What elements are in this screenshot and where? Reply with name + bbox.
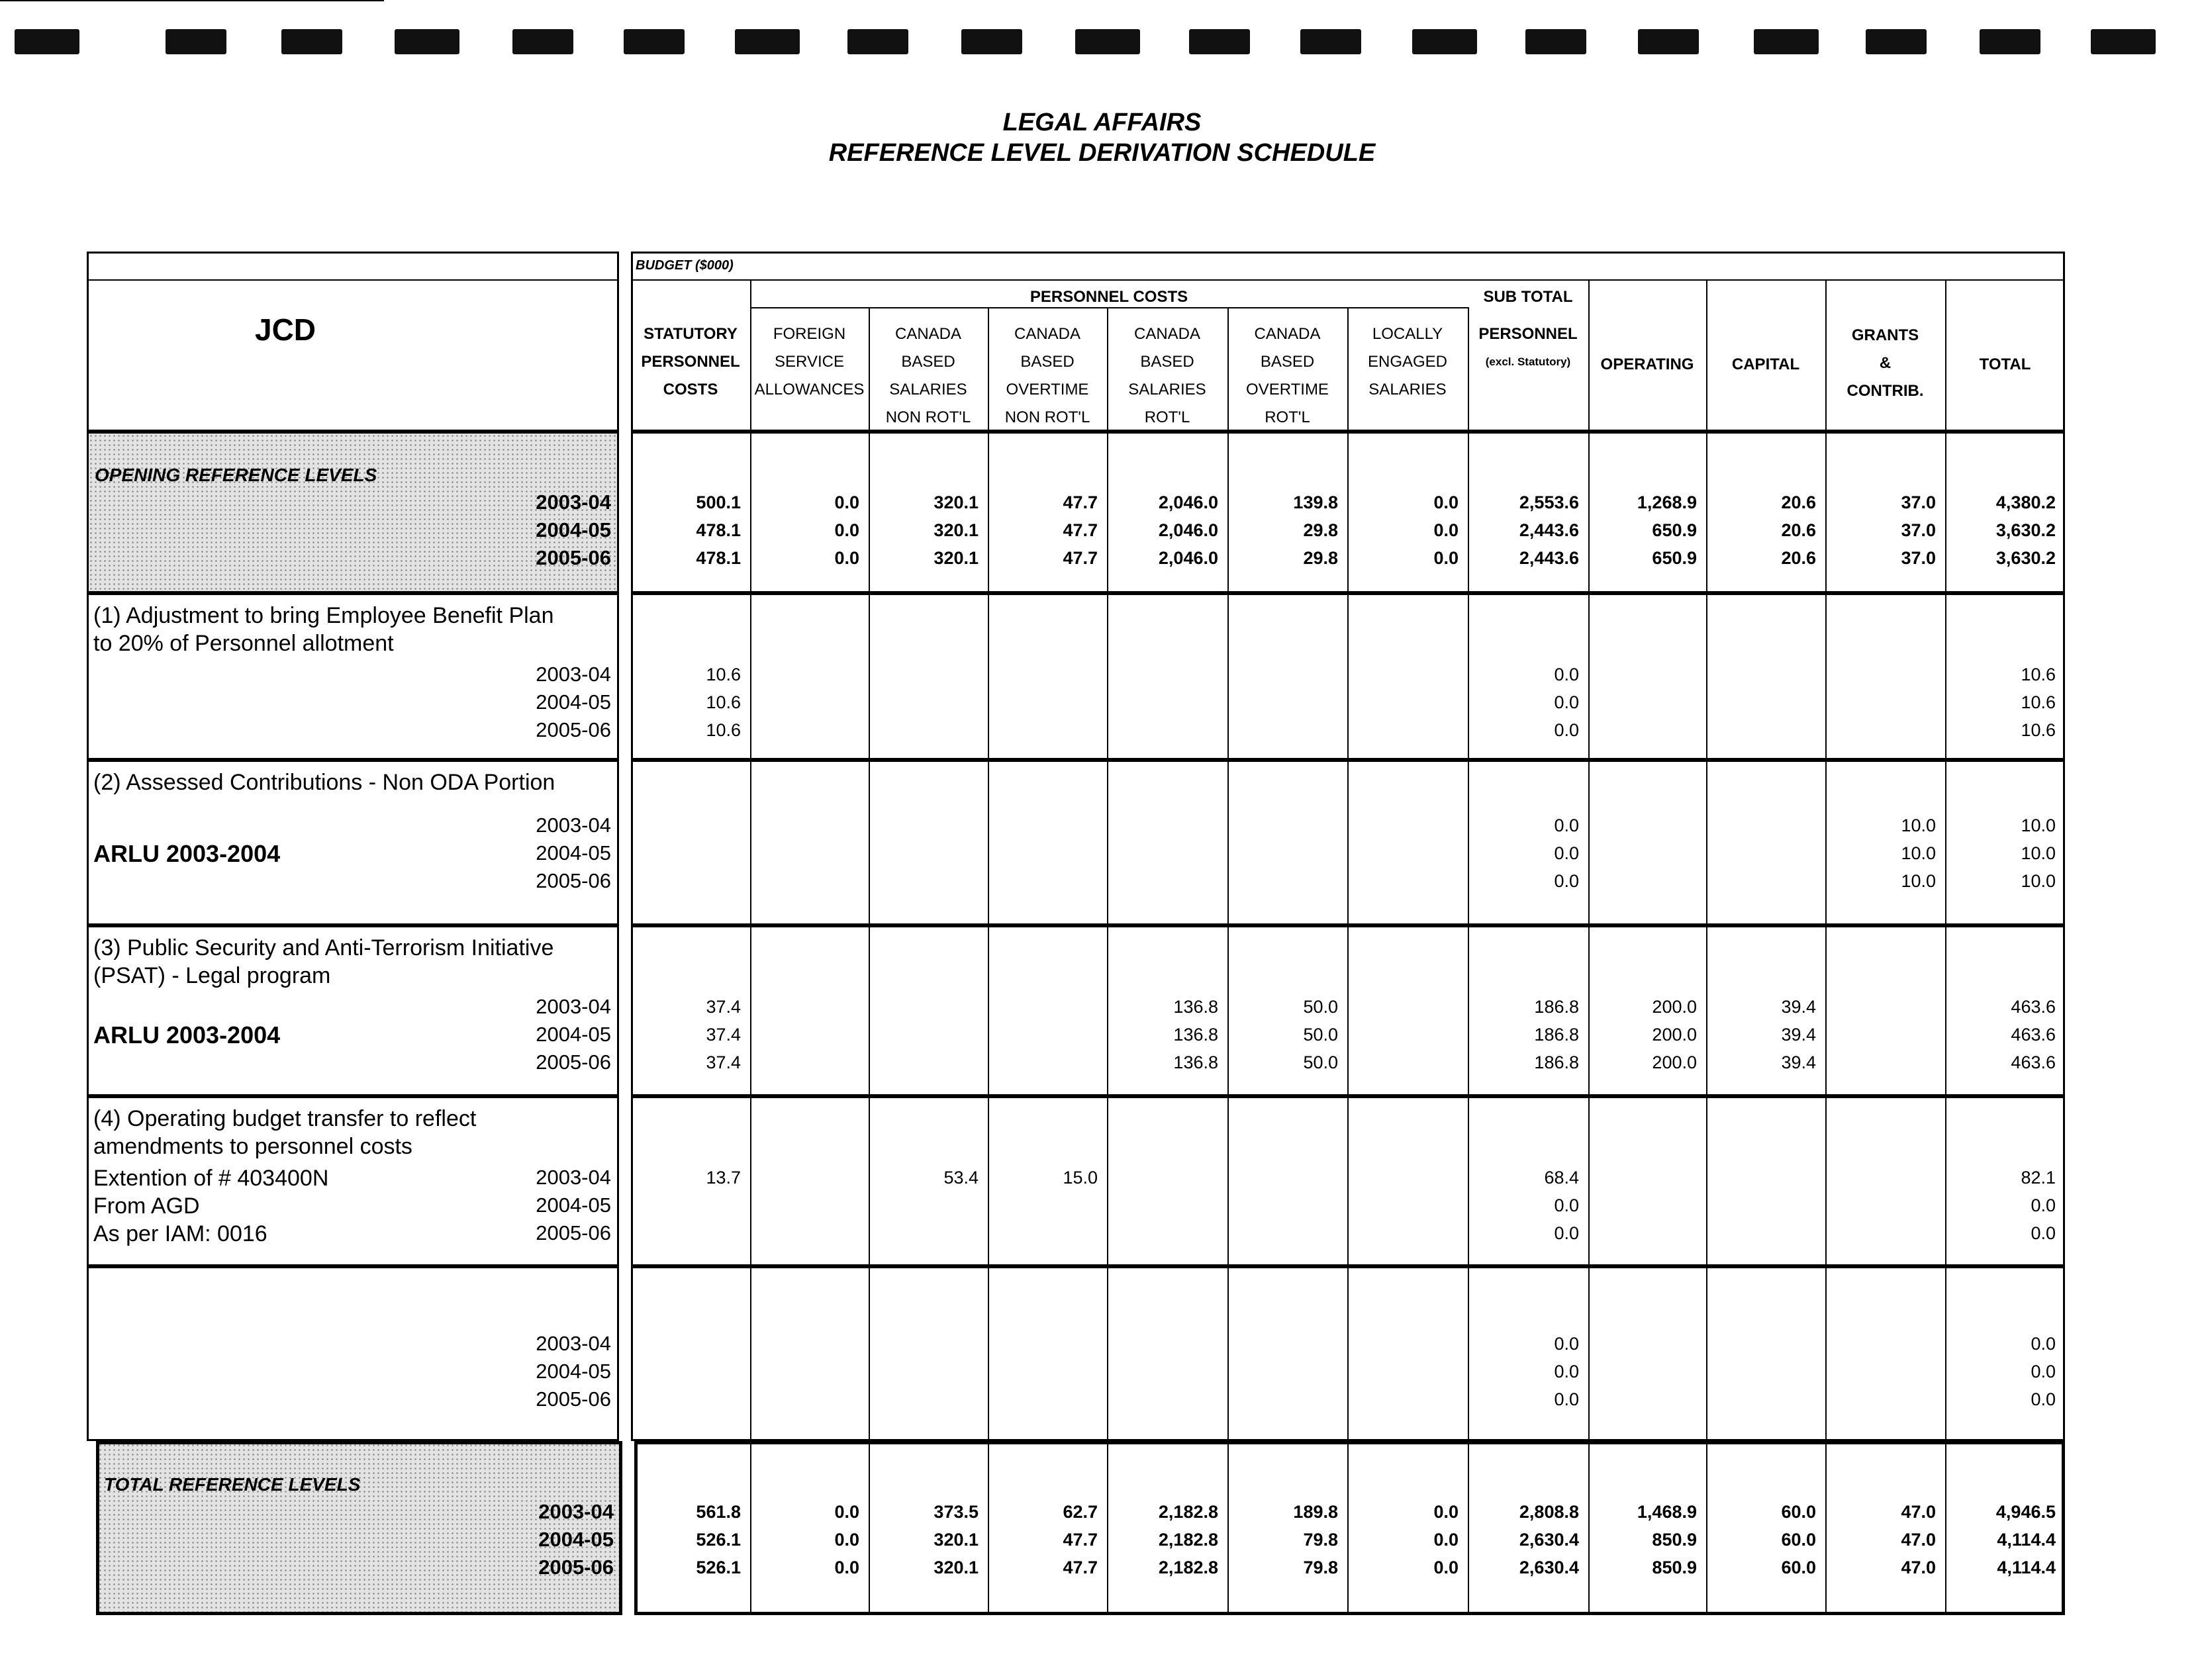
value-cell: 0.0	[1433, 520, 1459, 540]
value-cell: 10.0	[1901, 871, 1936, 891]
value-cell: 200.0	[1652, 1025, 1697, 1045]
perforation-hole	[1412, 29, 1477, 54]
value-cell: 10.0	[2021, 843, 2056, 863]
value-cell: 60.0	[1781, 1502, 1816, 1522]
fiscal-year-label: 2005-06	[536, 1221, 611, 1244]
col-divider	[1588, 593, 1590, 760]
value-cell: 650.9	[1652, 548, 1697, 568]
value-cell: 189.8	[1293, 1502, 1338, 1522]
value-cell: 2,553.6	[1519, 492, 1579, 512]
value-cell: 0.0	[1433, 1502, 1459, 1522]
column-header-line: CANADA	[1133, 325, 1201, 343]
value-cell: 39.4	[1781, 1052, 1816, 1072]
column-header-line: CANADA	[1254, 325, 1321, 343]
value-cell: 463.6	[2011, 1052, 2056, 1072]
section-description: (1) Adjustment to bring Employee Benefit Plan	[93, 603, 554, 628]
fiscal-year-label: 2003-04	[538, 1500, 614, 1523]
column-header-line: OVERTIME	[1246, 381, 1329, 398]
value-cell: 463.6	[2011, 997, 2056, 1017]
section-label: TOTAL REFERENCE LEVELS	[104, 1474, 361, 1495]
value-cell: 0.0	[2031, 1334, 2056, 1354]
value-cell: 0.0	[834, 1502, 859, 1522]
value-cell: 47.7	[1063, 492, 1098, 512]
col-divider	[1107, 593, 1108, 760]
value-cell: 3,630.2	[1995, 520, 2056, 540]
col-divider	[1227, 1266, 1229, 1441]
column-header-line: GRANTS	[1851, 326, 1919, 344]
value-cell: 0.0	[834, 1558, 859, 1577]
value-cell: 47.7	[1063, 1530, 1098, 1550]
value-cell: 186.8	[1534, 1025, 1579, 1045]
column-header-line: SERVICE	[775, 353, 844, 371]
value-cell: 29.8	[1303, 548, 1338, 568]
value-cell: 20.6	[1781, 492, 1816, 512]
value-cell: 2,046.0	[1158, 520, 1218, 540]
col-divider	[1588, 760, 1590, 925]
column-header-line: (excl. Statutory)	[1485, 355, 1571, 368]
value-cell: 463.6	[2011, 1025, 2056, 1045]
top-rule	[0, 0, 384, 1]
col-divider	[1347, 1096, 1349, 1266]
value-cell: 10.0	[2021, 816, 2056, 835]
value-cell: 10.0	[1901, 843, 1936, 863]
perforation-hole	[1980, 29, 2040, 54]
column-header-line: SALARIES	[1128, 381, 1206, 398]
value-cell: 4,114.4	[1997, 1558, 2056, 1577]
column-header-line: ROT'L	[1144, 408, 1190, 426]
value-cell: 37.4	[706, 1025, 741, 1045]
column-header-line: LOCALLY	[1372, 325, 1443, 343]
value-cell: 47.0	[1901, 1502, 1936, 1522]
value-cell: 47.7	[1063, 548, 1098, 568]
value-cell: 20.6	[1781, 548, 1816, 568]
value-cell: 79.8	[1303, 1530, 1338, 1550]
value-cell: 68.4	[1544, 1168, 1579, 1188]
column-header-line: SALARIES	[889, 381, 967, 398]
column-header-line: ROT'L	[1265, 408, 1310, 426]
col-divider	[750, 925, 751, 1096]
col-divider	[1825, 925, 1827, 1096]
col-divider	[869, 1266, 870, 1441]
value-cell: 2,182.8	[1158, 1558, 1218, 1577]
value-cell: 47.0	[1901, 1530, 1936, 1550]
col-divider	[750, 1096, 751, 1266]
value-cell: 850.9	[1652, 1558, 1697, 1577]
value-cell: 37.0	[1901, 520, 1936, 540]
fiscal-year-label: 2004-05	[536, 1023, 611, 1046]
perforation-hole	[1638, 29, 1699, 54]
value-cell: 4,946.5	[1995, 1502, 2056, 1522]
value-cell: 0.0	[2031, 1223, 2056, 1243]
value-cell: 4,380.2	[1995, 492, 2056, 512]
value-cell: 10.6	[706, 665, 741, 684]
value-cell: 2,443.6	[1519, 548, 1579, 568]
fiscal-year-label: 2003-04	[536, 1332, 611, 1355]
perforation-hole	[847, 29, 908, 54]
section-description: (3) Public Security and Anti-Terrorism Initiative	[93, 935, 554, 960]
col-divider	[1825, 1096, 1827, 1266]
value-cell: 29.8	[1303, 520, 1338, 540]
org-code: JCD	[254, 312, 316, 347]
col-divider	[1347, 593, 1349, 760]
column-header-line: OVERTIME	[1006, 381, 1089, 398]
value-cell: 136.8	[1173, 997, 1218, 1017]
value-cell: 10.6	[2021, 720, 2056, 740]
section-description: (4) Operating budget transfer to reflect	[93, 1106, 477, 1131]
value-cell: 200.0	[1652, 997, 1697, 1017]
perforation-hole	[1075, 29, 1140, 54]
col-divider	[1107, 760, 1108, 925]
fiscal-year-label: 2005-06	[536, 869, 611, 892]
value-cell: 0.0	[1554, 1195, 1579, 1215]
col-divider	[1227, 760, 1229, 925]
value-cell: 0.0	[1433, 548, 1459, 568]
value-cell: 39.4	[1781, 1025, 1816, 1045]
value-cell: 47.0	[1901, 1558, 1936, 1577]
value-cell: 0.0	[1554, 1362, 1579, 1381]
column-header-line: CAPITAL	[1731, 355, 1800, 373]
fiscal-year-label: 2004-05	[536, 1360, 611, 1383]
col-divider	[988, 1266, 989, 1441]
col-divider	[1227, 593, 1229, 760]
value-cell: 0.0	[1554, 1389, 1579, 1409]
value-cell: 10.6	[706, 720, 741, 740]
column-header-line: PERSONNEL	[641, 353, 740, 371]
col-divider	[1227, 1096, 1229, 1266]
value-cell: 0.0	[1554, 843, 1579, 863]
value-cell: 39.4	[1781, 997, 1816, 1017]
column-header-line: NON ROT'L	[885, 408, 971, 426]
column-header-line: STATUTORY	[644, 325, 738, 343]
arlu-label: ARLU 2003-2004	[93, 840, 281, 867]
value-cell: 561.8	[696, 1502, 741, 1522]
perforation-hole	[281, 29, 342, 54]
value-cell: 20.6	[1781, 520, 1816, 540]
value-cell: 10.6	[2021, 692, 2056, 712]
value-cell: 850.9	[1652, 1530, 1697, 1550]
subtotal-label: SUB TOTAL	[1483, 288, 1573, 306]
fiscal-year-label: 2005-06	[538, 1556, 614, 1579]
section-description: (2) Assessed Contributions - Non ODA Portion	[93, 770, 555, 795]
value-cell: 82.1	[2021, 1168, 2056, 1188]
column-header-line: PERSONNEL	[1478, 325, 1578, 343]
value-cell: 136.8	[1173, 1052, 1218, 1072]
value-cell: 0.0	[1433, 492, 1459, 512]
perforation-hole	[735, 29, 800, 54]
perforation-hole	[1189, 29, 1250, 54]
budget-divider	[631, 279, 2065, 281]
value-cell: 0.0	[1554, 816, 1579, 835]
value-cell: 37.0	[1901, 492, 1936, 512]
value-cell: 320.1	[934, 1530, 979, 1550]
col-divider	[988, 925, 989, 1096]
fiscal-year-label: 2004-05	[536, 1193, 611, 1217]
value-cell: 320.1	[934, 548, 979, 568]
value-cell: 47.7	[1063, 1558, 1098, 1577]
col-divider	[869, 925, 870, 1096]
value-cell: 0.0	[1433, 1530, 1459, 1550]
value-cell: 0.0	[1554, 1223, 1579, 1243]
value-cell: 0.0	[1554, 1334, 1579, 1354]
value-cell: 500.1	[696, 492, 741, 512]
value-cell: 0.0	[2031, 1195, 2056, 1215]
perforation-hole	[1300, 29, 1361, 54]
personnel-costs-label: PERSONNEL COSTS	[1030, 288, 1188, 306]
col-divider	[1347, 760, 1349, 925]
value-cell: 0.0	[2031, 1362, 2056, 1381]
value-cell: 10.6	[2021, 665, 2056, 684]
page-title: LEGAL AFFAIRS	[1002, 109, 1202, 136]
col-divider	[1107, 1096, 1108, 1266]
fiscal-year-label: 2005-06	[536, 1050, 611, 1074]
column-header-line: ALLOWANCES	[754, 381, 865, 398]
value-cell: 2,046.0	[1158, 492, 1218, 512]
value-cell: 0.0	[1554, 692, 1579, 712]
col-divider	[1588, 1096, 1590, 1266]
value-cell: 37.4	[706, 997, 741, 1017]
value-cell: 320.1	[934, 520, 979, 540]
perforation-hole	[15, 29, 79, 54]
column-header-line: &	[1879, 354, 1892, 372]
value-cell: 62.7	[1063, 1502, 1098, 1522]
column-header-line: FOREIGN	[773, 325, 846, 343]
perforation-hole	[512, 29, 573, 54]
column-header-line: BASED	[1260, 353, 1315, 371]
value-cell: 526.1	[696, 1558, 741, 1577]
value-cell: 0.0	[1554, 720, 1579, 740]
fiscal-year-label: 2003-04	[536, 1166, 611, 1189]
value-cell: 0.0	[2031, 1389, 2056, 1409]
value-cell: 0.0	[834, 492, 859, 512]
value-cell: 53.4	[943, 1168, 979, 1188]
value-cell: 139.8	[1293, 492, 1338, 512]
transfer-note: From AGD	[93, 1193, 200, 1219]
value-cell: 200.0	[1652, 1052, 1697, 1072]
value-cell: 2,630.4	[1519, 1558, 1579, 1577]
fiscal-year-label: 2005-06	[536, 718, 611, 741]
value-cell: 136.8	[1173, 1025, 1218, 1045]
fiscal-year-label: 2003-04	[536, 490, 611, 514]
fiscal-year-label: 2004-05	[538, 1528, 614, 1551]
value-cell: 60.0	[1781, 1530, 1816, 1550]
value-cell: 3,630.2	[1995, 548, 2056, 568]
value-cell: 37.4	[706, 1052, 741, 1072]
fiscal-year-label: 2003-04	[536, 814, 611, 837]
value-cell: 2,808.8	[1519, 1502, 1579, 1522]
column-header-line: OPERATING	[1600, 355, 1694, 373]
perforation-hole	[2091, 29, 2156, 54]
fiscal-year-label: 2005-06	[536, 546, 611, 569]
perforation-hole	[395, 29, 459, 54]
value-cell: 0.0	[1554, 871, 1579, 891]
value-cell: 60.0	[1781, 1558, 1816, 1577]
column-header-line: TOTAL	[1979, 355, 2031, 373]
transfer-note: Extention of # 403400N	[93, 1166, 329, 1191]
value-cell: 4,114.4	[1997, 1530, 2056, 1550]
fiscal-year-label: 2003-04	[536, 663, 611, 686]
section-label: OPENING REFERENCE LEVELS	[95, 465, 377, 485]
value-cell: 79.8	[1303, 1558, 1338, 1577]
column-header-line: BASED	[1140, 353, 1194, 371]
value-cell: 0.0	[1554, 665, 1579, 684]
value-cell: 10.0	[2021, 871, 2056, 891]
col-divider	[750, 760, 751, 925]
col-divider	[750, 1266, 751, 1441]
fiscal-year-label: 2003-04	[536, 995, 611, 1018]
value-cell: 186.8	[1534, 997, 1579, 1017]
column-header-line: SALARIES	[1368, 381, 1447, 398]
value-cell: 0.0	[1433, 1558, 1459, 1577]
section-description: (PSAT) - Legal program	[93, 963, 331, 988]
value-cell: 478.1	[696, 520, 741, 540]
value-cell: 2,046.0	[1158, 548, 1218, 568]
value-cell: 47.7	[1063, 520, 1098, 540]
value-cell: 478.1	[696, 548, 741, 568]
col-divider	[869, 593, 870, 760]
fiscal-year-label: 2004-05	[536, 690, 611, 714]
value-cell: 10.0	[1901, 816, 1936, 835]
value-cell: 1,468.9	[1637, 1502, 1697, 1522]
col-divider	[988, 760, 989, 925]
left-header-divider	[87, 279, 619, 281]
col-divider	[1706, 593, 1707, 760]
column-header-line: CANADA	[894, 325, 962, 343]
column-header-line: ENGAGED	[1367, 353, 1448, 371]
value-cell: 50.0	[1303, 997, 1338, 1017]
value-cell: 320.1	[934, 492, 979, 512]
col-divider	[1347, 925, 1349, 1096]
section-description: amendments to personnel costs	[93, 1134, 412, 1159]
section-description: to 20% of Personnel allotment	[93, 631, 394, 656]
perforation-hole	[624, 29, 685, 54]
value-cell: 37.0	[1901, 548, 1936, 568]
value-cell: 15.0	[1063, 1168, 1098, 1188]
value-cell: 320.1	[934, 1558, 979, 1577]
value-cell: 50.0	[1303, 1052, 1338, 1072]
perforation-hole	[166, 29, 226, 54]
value-cell: 0.0	[834, 548, 859, 568]
fiscal-year-label: 2005-06	[536, 1387, 611, 1411]
value-cell: 526.1	[696, 1530, 741, 1550]
col-divider	[1706, 1266, 1707, 1441]
value-cell: 0.0	[834, 520, 859, 540]
column-header-line: BASED	[901, 353, 955, 371]
col-divider	[869, 760, 870, 925]
column-header-line: CANADA	[1014, 325, 1081, 343]
page-subtitle: REFERENCE LEVEL DERIVATION SCHEDULE	[828, 139, 1376, 167]
col-divider	[1107, 1266, 1108, 1441]
col-divider	[1825, 1266, 1827, 1441]
value-cell: 0.0	[834, 1530, 859, 1550]
perforation-hole	[961, 29, 1022, 54]
value-cell: 2,630.4	[1519, 1530, 1579, 1550]
perforation-hole	[1525, 29, 1586, 54]
value-cell: 2,182.8	[1158, 1530, 1218, 1550]
value-cell: 186.8	[1534, 1052, 1579, 1072]
value-cell: 650.9	[1652, 520, 1697, 540]
col-divider	[1825, 593, 1827, 760]
column-header-line: COSTS	[663, 381, 718, 398]
col-divider	[1706, 1096, 1707, 1266]
perforation-hole	[1754, 29, 1819, 54]
arlu-label: ARLU 2003-2004	[93, 1021, 281, 1049]
value-cell: 10.6	[706, 692, 741, 712]
col-divider	[1347, 1266, 1349, 1441]
col-divider	[1706, 760, 1707, 925]
value-cell: 2,182.8	[1158, 1502, 1218, 1522]
column-header-line: BASED	[1020, 353, 1075, 371]
fiscal-year-label: 2004-05	[536, 518, 611, 541]
transfer-note: As per IAM: 0016	[93, 1221, 267, 1246]
fiscal-year-label: 2004-05	[536, 841, 611, 864]
column-header-line: CONTRIB.	[1846, 382, 1924, 400]
budget-label: BUDGET ($000)	[636, 258, 734, 273]
value-cell: 2,443.6	[1519, 520, 1579, 540]
value-cell: 1,268.9	[1637, 492, 1697, 512]
perforation-hole	[1866, 29, 1927, 54]
value-cell: 373.5	[934, 1502, 979, 1522]
value-cell: 13.7	[706, 1168, 741, 1188]
col-divider	[750, 593, 751, 760]
col-divider	[988, 593, 989, 760]
column-header-line: NON ROT'L	[1004, 408, 1090, 426]
value-cell: 50.0	[1303, 1025, 1338, 1045]
col-divider	[1588, 1266, 1590, 1441]
